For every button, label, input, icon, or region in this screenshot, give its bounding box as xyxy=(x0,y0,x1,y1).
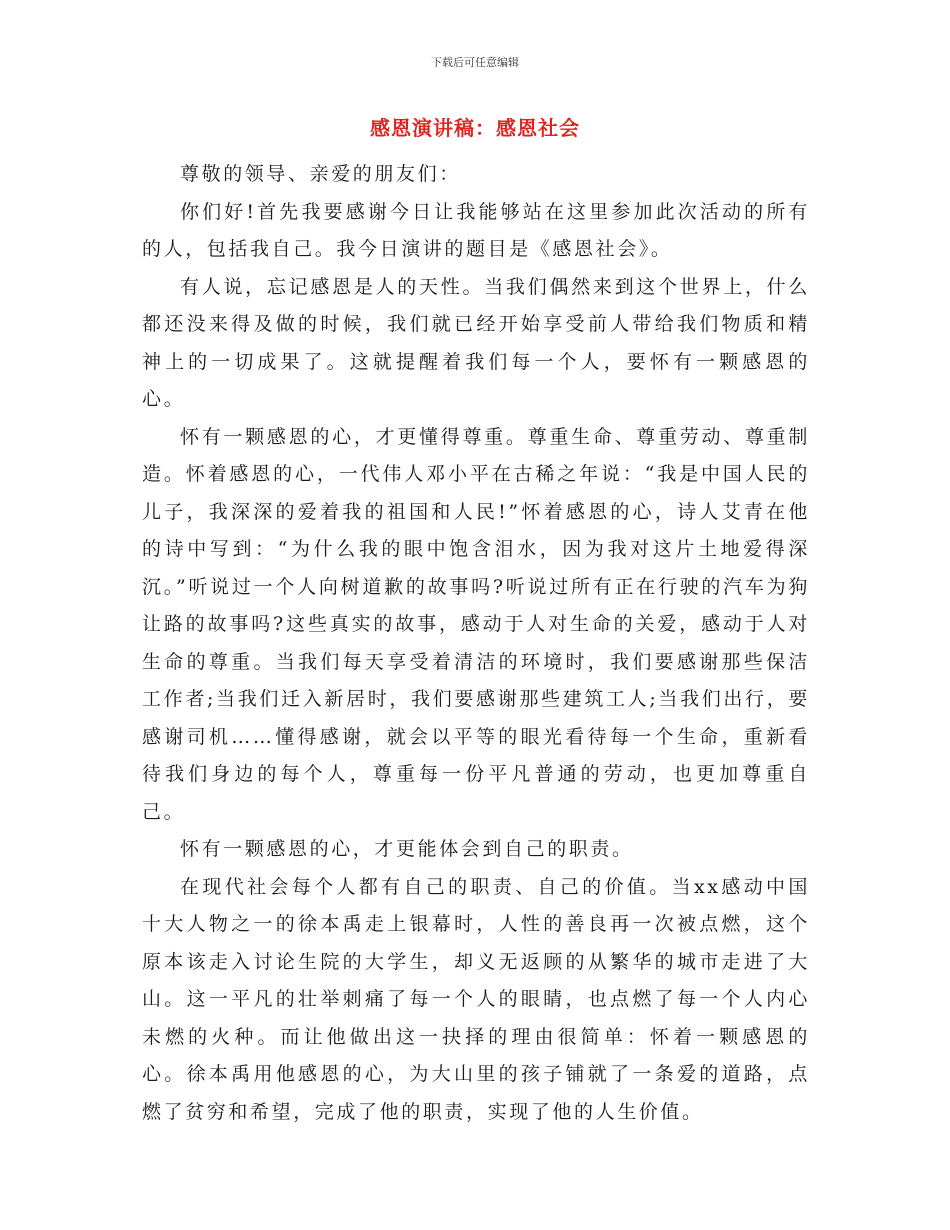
page-header-note: 下载后可任意编辑 xyxy=(431,56,519,69)
document-title: 感恩演讲稿：感恩社会 xyxy=(370,116,580,140)
salutation: 尊敬的领导、亲爱的朋友们： xyxy=(180,163,461,185)
document-body xyxy=(142,156,810,1131)
paragraph-3: 怀有一颗感恩的心，才更懂得尊重。尊重生命、尊重劳动、尊重制造。怀着感恩的心，一代伟人邓小平在古稀之年说：“我是中国人民的儿子，我深深的爱着我的祖国和人民!”怀着感恩的心，诗人艾青在他的诗中写到：“为什么我的眼中饱含泪水，因为我对这片土地爱得深沉。”听说过一个人向树道歉的故事吗?听说过所有正在行驶的汽车为狗让路的故事吗?这些真实的故事，感动于人对生命的关爱，感动于人对生命的尊重。当我们每天享受着清洁的环境时，我们要感谢那些保洁工作者;当我们迁入新居时，我们要感谢那些建筑工人;当我们出行，要感谢司机……懂得感谢，就会以平等的眼光看待每一个生命，重新看待我们身边的每个人，尊重每一份平凡普通的劳动，也更加尊重自己。 xyxy=(142,425,810,823)
paragraph-4: 怀有一颗感恩的心，才更能体会到自己的职责。 xyxy=(180,838,634,860)
paragraph-5: 在现代社会每个人都有自己的职责、自己的价值。当xx感动中国十大人物之一的徐本禹走上银幕时，人性的善良再一次被点燃，这个原本该走入讨论生院的大学生，却义无返顾的从繁华的城市走进了大山。这一平凡的壮举刺痛了每一个人的眼睛，也点燃了每一个人内心未燃的火种。而让他做出这一抉择的理由很简单：怀着一颗感恩的心。徐本禹用他感恩的心，为大山里的孩子铺就了一条爱的道路，点燃了贫穷和希望，完成了他的职责，实现了他的人生价值。 xyxy=(142,875,810,1123)
paragraph-2: 有人说，忘记感恩是人的天性。当我们偶然来到这个世界上，什么都还没来得及做的时候，我们就已经开始享受前人带给我们物质和精神上的一切成果了。这就提醒着我们每一个人，要怀有一颗感恩的心。 xyxy=(142,275,810,410)
paragraph-1: 你们好!首先我要感谢今日让我能够站在这里参加此次活动的所有的人，包括我自己。我今日演讲的题目是《感恩社会》。 xyxy=(142,200,810,260)
